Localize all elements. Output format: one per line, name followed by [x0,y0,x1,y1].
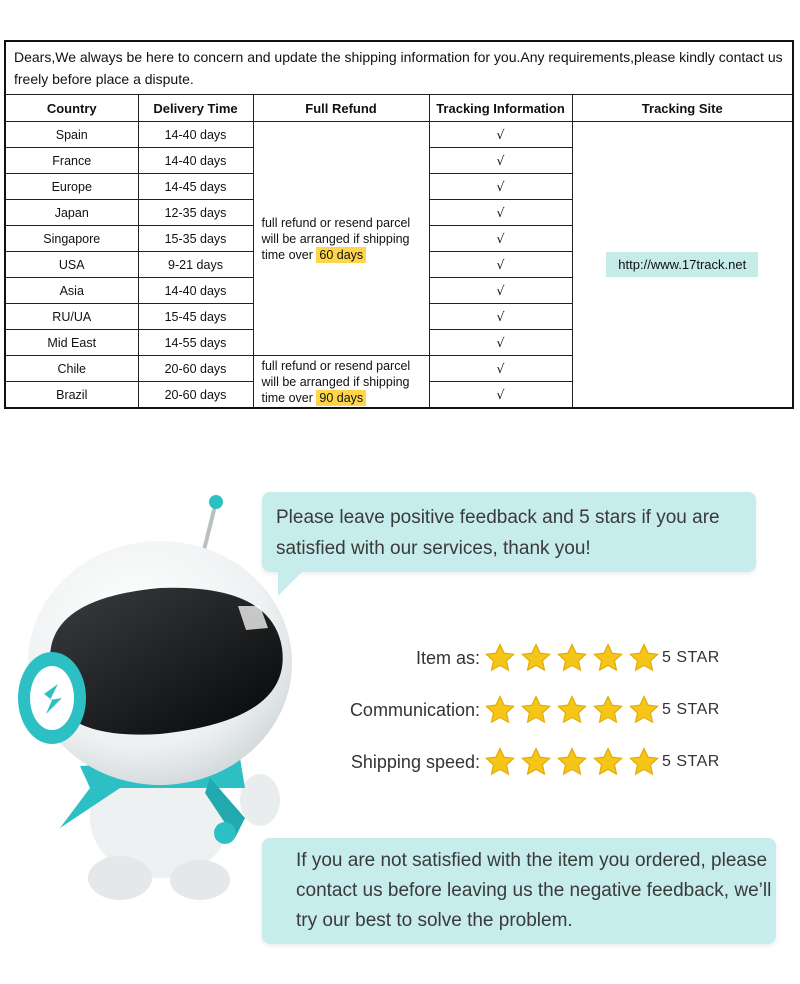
star-rating [484,642,664,674]
shipping-table [4,40,794,409]
star-icon [592,642,624,674]
table-row [5,122,793,148]
country-cell: Japan [5,200,138,226]
tracking-check-cell: √ [429,252,572,278]
star-icon [628,694,660,726]
rating-value: 5 STAR [662,701,720,718]
country-cell: Spain [5,122,138,148]
refund-days-highlight: 60 days [316,247,366,263]
delivery-time-cell: 15-45 days [138,304,253,330]
star-icon [484,746,516,778]
tracking-site-link[interactable]: http://www.17track.net [606,252,758,277]
star-icon [484,642,516,674]
country-cell: France [5,148,138,174]
tracking-check-cell: √ [429,330,572,356]
delivery-time-cell: 14-40 days [138,148,253,174]
delivery-time-cell: 14-55 days [138,330,253,356]
star-icon [520,642,552,674]
refund-cell-90 [253,356,429,409]
tracking-site-cell [572,122,793,409]
header-country: Country [5,95,138,122]
feedback-request-bubble [262,492,756,572]
speech-bubble-tail [278,568,306,596]
delivery-time-cell: 14-40 days [138,122,253,148]
header-full-refund: Full Refund [253,95,429,122]
header-tracking-site: Tracking Site [572,95,793,122]
country-cell: Asia [5,278,138,304]
delivery-time-cell: 12-35 days [138,200,253,226]
delivery-time-cell: 15-35 days [138,226,253,252]
star-icon [556,694,588,726]
star-icon [628,642,660,674]
refund-days-highlight: 90 days [316,390,366,406]
feedback-request-text: Please leave positive feedback and 5 stars if you are satisfied with our services, thank you! [276,507,720,559]
rating-value: 5 STAR [662,649,720,666]
star-icon [556,642,588,674]
country-cell: RU/UA [5,304,138,330]
tracking-check-cell: √ [429,382,572,409]
star-rating [484,694,664,726]
rating-label: Communication: [349,700,480,720]
delivery-time-cell: 20-60 days [138,382,253,409]
rating-value: 5 STAR [662,753,720,770]
tracking-check-cell: √ [429,278,572,304]
country-cell: Mid East [5,330,138,356]
star-rating [484,746,664,778]
country-cell: Europe [5,174,138,200]
rating-row-communication [300,692,730,728]
tracking-check-cell: √ [429,122,572,148]
rating-label: Shipping speed: [350,752,480,772]
dissatisfaction-notice-text: If you are not satisfied with the item you ordered, please contact us before leaving us the negative feedback, we’ll try our best to solve the problem. [296,850,772,931]
refund-text: full refund or resend parcel will be arranged if shipping time over [261,215,411,262]
star-icon [628,746,660,778]
delivery-time-cell: 14-45 days [138,174,253,200]
rating-label: Item as: [415,648,480,668]
star-icon [520,746,552,778]
star-icon [520,694,552,726]
tracking-check-cell: √ [429,304,572,330]
rating-row-item [300,640,730,676]
country-cell: Singapore [5,226,138,252]
dissatisfaction-notice-bubble [262,838,776,944]
header-tracking-information: Tracking Information [429,95,572,122]
delivery-time-cell: 20-60 days [138,356,253,382]
rating-row-shipping-speed [300,744,730,780]
header-delivery-time: Delivery Time [138,95,253,122]
tracking-check-cell: √ [429,148,572,174]
delivery-time-cell: 14-40 days [138,278,253,304]
star-icon [484,694,516,726]
star-icon [556,746,588,778]
refund-text: full refund or resend parcel will be arranged if shipping time over [261,358,411,405]
delivery-time-cell: 9-21 days [138,252,253,278]
shipping-notice: Dears,We always be here to concern and update the shipping information for you.Any requirements,please kindly contact us freely before place a dispute. [5,41,793,95]
tracking-check-cell: √ [429,174,572,200]
star-icon [592,694,624,726]
refund-cell-60 [253,122,429,356]
country-cell: Brazil [5,382,138,409]
tracking-check-cell: √ [429,226,572,252]
country-cell: USA [5,252,138,278]
tracking-check-cell: √ [429,356,572,382]
tracking-check-cell: √ [429,200,572,226]
country-cell: Chile [5,356,138,382]
star-icon [592,746,624,778]
